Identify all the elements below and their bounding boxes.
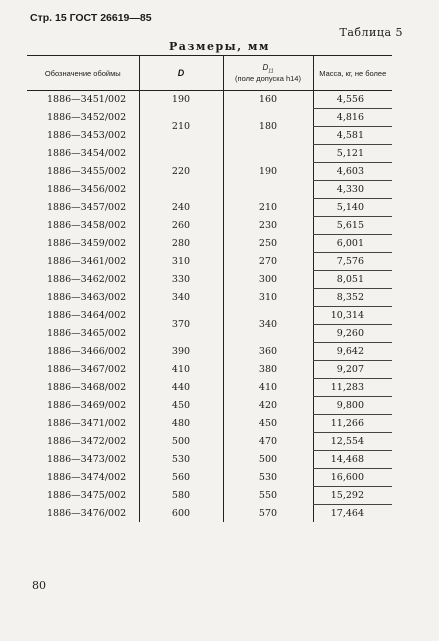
d11-cell: 190 [223,145,313,199]
d11-cell: 450 [223,415,313,433]
designation-cell: 1886—3457/002 [47,202,127,213]
designation-cell: 1886—3468/002 [47,382,127,393]
mass-cell: 4,581 [313,127,392,145]
table-row [27,415,392,433]
d11-cell: 250 [223,235,313,253]
mass-cell: 4,816 [313,109,392,127]
d-cell: 260 [139,217,223,235]
mass-cell: 16,600 [313,469,392,487]
d11-cell: 340 [223,307,313,343]
designation-cell: 1886—3453/002 [47,130,127,141]
page-header: Стр. 15 ГОСТ 26619—85 [30,12,152,24]
designation-cell: 1886—3455/002 [47,166,127,177]
table-caption: Размеры, мм [169,40,270,53]
d11-cell: 270 [223,253,313,271]
d-cell: 560 [139,469,223,487]
d-cell: 410 [139,361,223,379]
d-header: D [139,56,223,91]
d-cell: 280 [139,235,223,253]
d11-cell: 180 [223,109,313,145]
d-cell: 210 [139,109,223,145]
d11-cell: 470 [223,433,313,451]
mass-cell: 7,576 [313,253,392,271]
mass-cell: 11,283 [313,379,392,397]
mass-cell: 9,800 [313,397,392,415]
table-row [27,289,392,307]
designation-cell: 1886—3463/002 [47,292,127,303]
mass-header: Масса, кг, не более [313,56,392,91]
mass-cell: 11,266 [313,415,392,433]
table-row [27,469,392,487]
d11-cell: 550 [223,487,313,505]
designation-cell: 1886—3469/002 [47,400,127,411]
table-row [27,361,392,379]
mass-cell: 8,051 [313,271,392,289]
mass-cell: 12,554 [313,433,392,451]
d11-cell: 310 [223,289,313,307]
designation-cell: 1886—3467/002 [47,364,127,375]
d11-cell: 410 [223,379,313,397]
designation-cell: 1886—3464/002 [47,310,127,321]
d-cell: 240 [139,199,223,217]
d11-cell: 420 [223,397,313,415]
designation-cell: 1886—3474/002 [47,472,127,483]
mass-cell: 10,314 [313,307,392,325]
table-row [27,145,392,163]
d11-cell: 380 [223,361,313,379]
d11-header [223,56,313,91]
table-row [27,235,392,253]
designation-header: Обозначение обоймы [27,56,139,91]
mass-cell: 15,292 [313,487,392,505]
d11-cell: 300 [223,271,313,289]
d-cell: 480 [139,415,223,433]
d11-cell: 500 [223,451,313,469]
mass-cell: 8,352 [313,289,392,307]
designation-cell: 1886—3471/002 [47,418,127,429]
designation-cell: 1886—3456/002 [47,184,127,195]
table-row [27,433,392,451]
mass-cell: 5,140 [313,199,392,217]
mass-cell: 9,260 [313,325,392,343]
d-cell: 450 [139,397,223,415]
table-row [27,253,392,271]
d-cell: 310 [139,253,223,271]
d-cell: 190 [139,91,223,109]
table-row [27,91,392,109]
d11-cell: 230 [223,217,313,235]
d-cell: 330 [139,271,223,289]
d-cell: 600 [139,505,223,523]
designation-cell: 1886—3452/002 [47,112,127,123]
table-row [27,451,392,469]
table-row [27,397,392,415]
mass-cell: 4,603 [313,163,392,181]
designation-cell: 1886—3475/002 [47,490,127,501]
designation-cell: 1886—3472/002 [47,436,127,447]
d-cell: 530 [139,451,223,469]
table-row [27,217,392,235]
designation-cell: 1886—3476/002 [47,507,127,519]
table-row [27,505,392,523]
mass-cell: 9,642 [313,343,392,361]
d11-cell: 530 [223,469,313,487]
table-row [27,271,392,289]
table-row [27,199,392,217]
table-label: Таблица 5 [339,26,403,39]
designation-cell: 1886—3462/002 [47,274,127,285]
dimensions-table [27,55,392,522]
d-cell: 340 [139,289,223,307]
table-body [27,91,392,523]
mass-cell: 5,121 [313,145,392,163]
d11-cell: 160 [223,91,313,109]
mass-cell: 6,001 [313,235,392,253]
table-row [27,379,392,397]
table-row [27,109,392,127]
designation-cell: 1886—3473/002 [47,454,127,465]
mass-cell: 4,330 [313,181,392,199]
d-cell: 440 [139,379,223,397]
designation-cell: 1886—3466/002 [47,346,127,357]
designation-cell: 1886—3459/002 [47,238,127,249]
d11-cell: 360 [223,343,313,361]
designation-cell: 1886—3451/002 [47,94,127,106]
table-row [27,307,392,325]
designation-cell: 1886—3454/002 [47,148,127,159]
d-cell: 580 [139,487,223,505]
d11-symbol: $D_{11}$ [262,62,274,75]
mass-cell: 4,556 [313,91,392,109]
d-cell: 220 [139,145,223,199]
d-cell: 370 [139,307,223,343]
designation-cell: 1886—3458/002 [47,220,127,231]
d11-note: (поле допуска h14) [235,74,301,84]
d11-cell: 210 [223,199,313,217]
mass-cell: 14,468 [313,451,392,469]
table-row [27,487,392,505]
d11-cell: 570 [223,505,313,523]
page-number: 80 [32,579,46,592]
d-cell: 500 [139,433,223,451]
designation-cell: 1886—3465/002 [47,328,127,339]
mass-cell: 5,615 [313,217,392,235]
table-row [27,343,392,361]
d-cell: 390 [139,343,223,361]
mass-cell: 9,207 [313,361,392,379]
table-header-row [27,56,392,91]
designation-cell: 1886—3461/002 [47,256,127,267]
mass-cell: 17,464 [313,505,392,523]
